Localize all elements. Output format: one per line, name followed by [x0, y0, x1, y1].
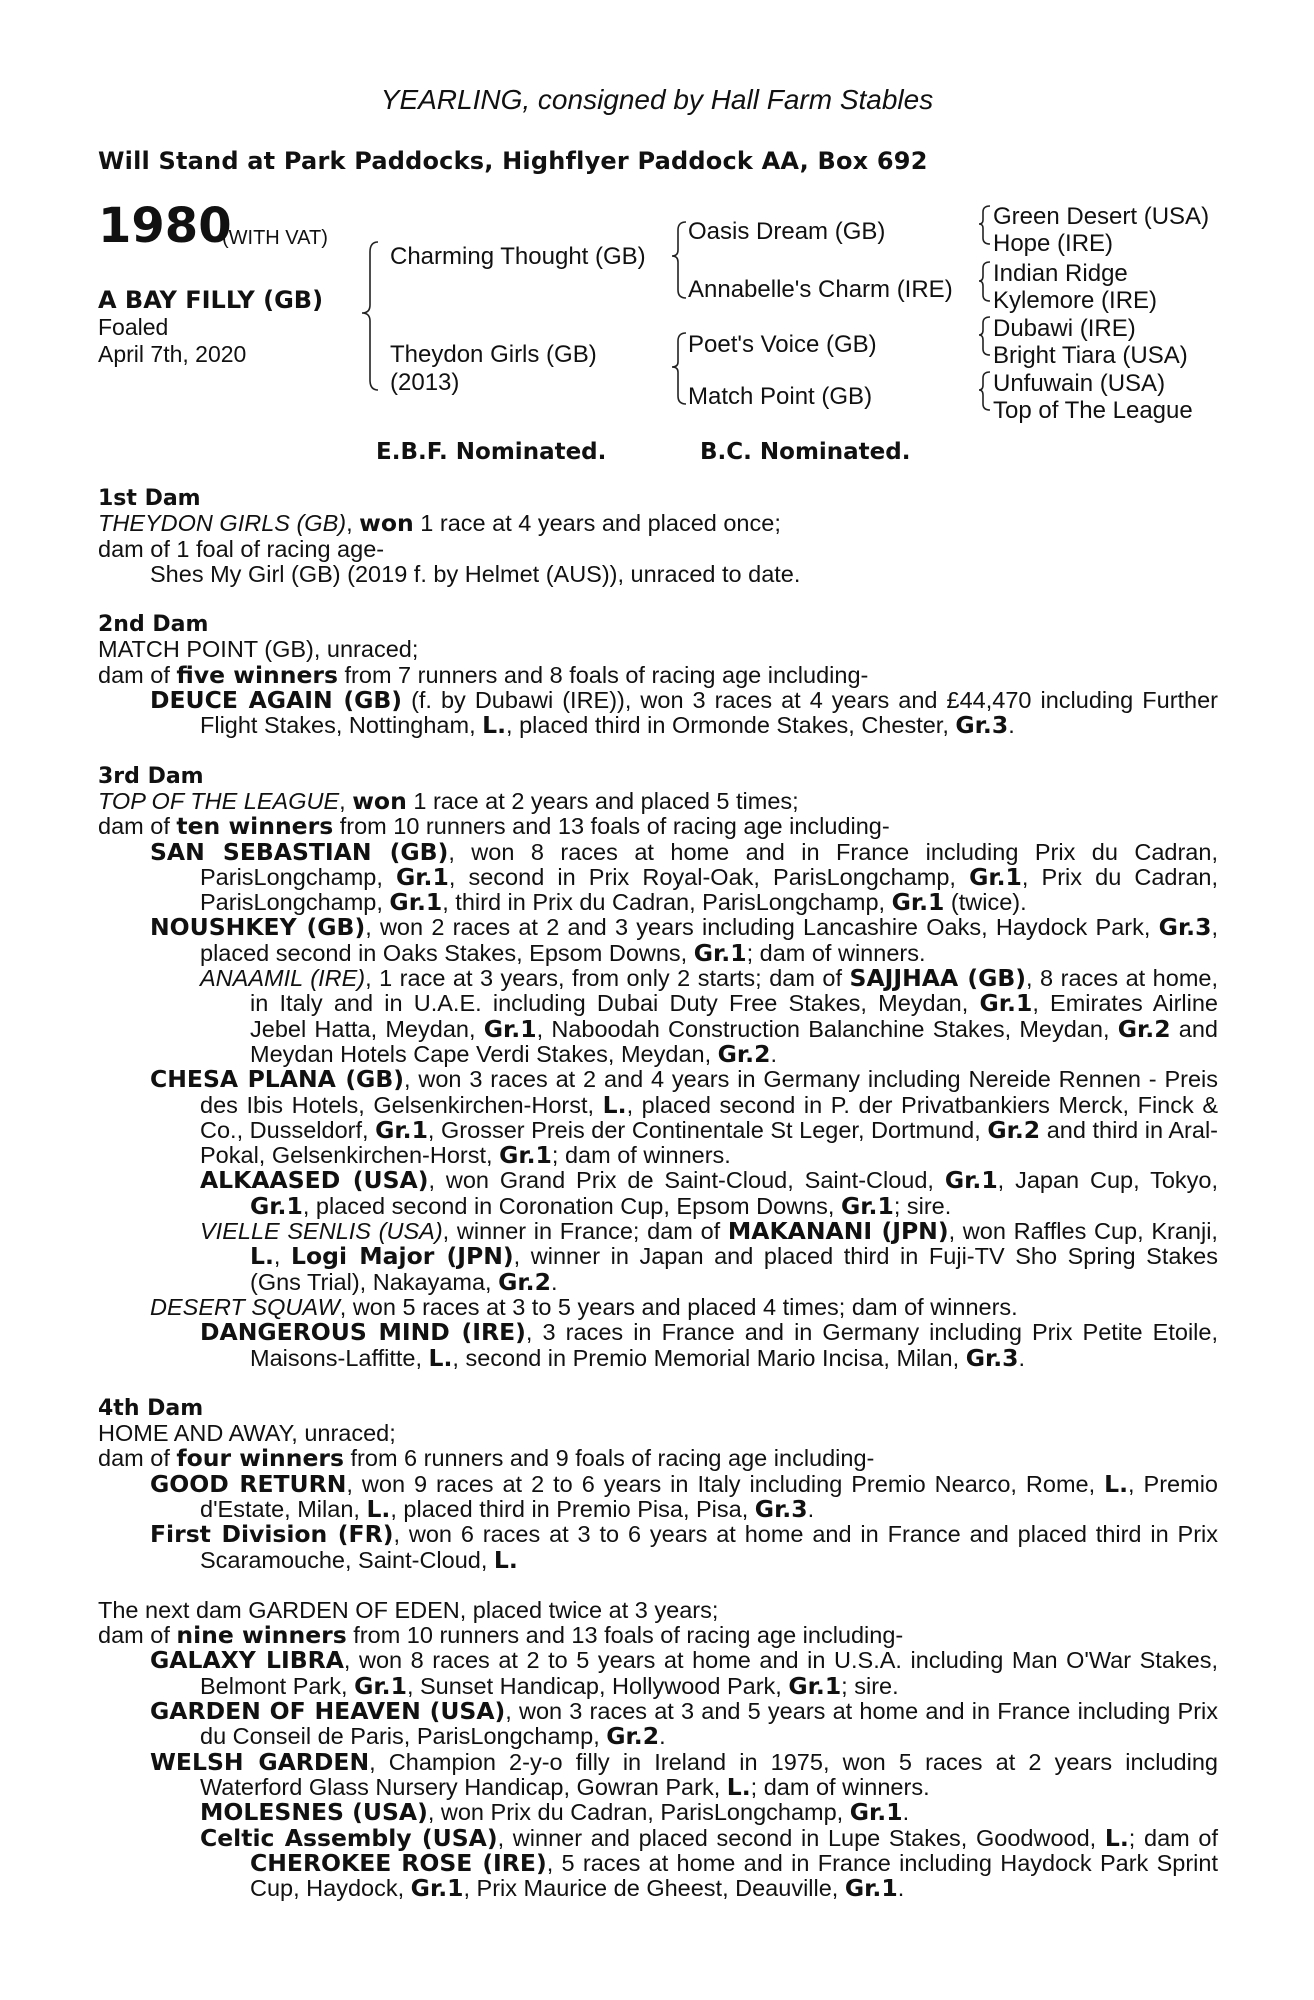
ggp-4: Kylemore (IRE)	[993, 287, 1158, 314]
progeny-san-sebastian: SAN SEBASTIAN (GB), won 8 races at home and in France including Prix du Cadran, ParisLongchamp, Gr.1, second in Prix Royal-Oak, ParisLongchamp, Gr.1, Prix du Cadran, ParisLongchamp, Gr.1, third in Prix du Cadran, ParisLongchamp, Gr.1 (twice).	[150, 837, 1218, 917]
ggp-2: Hope (IRE)	[993, 230, 1114, 257]
bracket-dam	[672, 333, 686, 404]
stand-location: Will Stand at Park Paddocks, Highflyer Paddock AA, Box 692	[98, 147, 928, 175]
dam3-line1: TOP OF THE LEAGUE, won 1 race at 2 years and placed 5 times;	[98, 786, 799, 815]
dam4-line1: HOME AND AWAY, unraced;	[98, 1420, 396, 1447]
ggp-6: Bright Tiara (USA)	[993, 342, 1188, 369]
vat-note: (WITH VAT)	[222, 227, 328, 249]
bracket-ggp-3	[979, 317, 990, 355]
ggp-3: Indian Ridge	[993, 260, 1128, 287]
bracket-main	[362, 242, 378, 390]
next-dam-line2: dam of nine winners from 10 runners and 13 foals of racing age including-	[98, 1621, 904, 1650]
progeny-vielle-senlis: VIELLE SENLIS (USA), winner in France; dam of MAKANANI (JPN), won Raffles Cup, Kranji, L., Logi Major (JPN), winner in Japan and placed third in Fuji-TV Sho Spring Stakes (Gns Trial), Nakayama, Gr.2.	[200, 1217, 1218, 1296]
ggp-5: Dubawi (IRE)	[993, 315, 1136, 342]
bracket-sire	[672, 222, 686, 298]
ggp-7: Unfuwain (USA)	[993, 370, 1166, 397]
next-dam-line1: The next dam GARDEN OF EDEN, placed twice at 3 years;	[98, 1596, 719, 1623]
sire-name: Charming Thought (GB)	[390, 243, 646, 270]
dam4-line2: dam of four winners from 6 runners and 9 foals of racing age including-	[98, 1444, 875, 1473]
lot-number: 1980	[98, 198, 232, 254]
lot-description: A BAY FILLY (GB)	[98, 286, 324, 314]
progeny-garden-of-heaven: GARDEN OF HEAVEN (USA), won 3 races at 3 and 5 years at home and in France including Prix du Conseil de Paris, ParisLongchamp, Gr.2.	[150, 1697, 1218, 1751]
dam2-heading: 2nd Dam	[98, 612, 209, 638]
progeny-desert-squaw: DESERT SQUAW, won 5 races at 3 to 5 years and placed 4 times; dam of winners.	[150, 1293, 1018, 1320]
dam1-line2: dam of 1 foal of racing age-	[98, 535, 385, 562]
progeny-dangerous-mind: DANGEROUS MIND (IRE), 3 races in France and in Germany including Prix Petite Etoile, Maisons-Laffitte, L., second in Premio Memorial Mario Incisa, Milan, Gr.3.	[200, 1318, 1218, 1372]
progeny-first-division: First Division (FR), won 6 races at 3 to 6 years at home and in France and placed third in Prix Scaramouche, Saint-Cloud, L.	[150, 1520, 1218, 1574]
dam-year: (2013)	[390, 369, 460, 396]
bracket-ggp-2	[979, 262, 990, 301]
dam1-line1: THEYDON GIRLS (GB), won 1 race at 4 years and placed once;	[98, 509, 781, 538]
sire-sire: Oasis Dream (GB)	[688, 218, 886, 245]
dam-sire: Poet's Voice (GB)	[688, 331, 877, 358]
progeny-anaamil: ANAAMIL (IRE), 1 race at 3 years, from only 2 starts; dam of SAJJHAA (GB), 8 races at home, in Italy and in U.A.E. including Dubai Duty Free Stakes, Meydan, Gr.1, Emirates Airline Jebel Hatta, Meydan, Gr.1, Naboodah Construction Balanchine Stakes, Meydan, Gr.2 and Meydan Hotels Cape Verdi Stakes, Meydan, Gr.2.	[200, 964, 1218, 1068]
progeny-molesnes: MOLESNES (USA), won Prix du Cadran, ParisLongchamp, Gr.1.	[200, 1798, 910, 1827]
progeny-welsh-garden: WELSH GARDEN, Champion 2-y-o filly in Ireland in 1975, won 5 races at 2 years including Waterford Glass Nursery Handicap, Gowran Park, L.; dam of winners.	[150, 1747, 1218, 1801]
dam3-line2: dam of ten winners from 10 runners and 13 foals of racing age including-	[98, 812, 890, 841]
progeny-galaxy-libra: GALAXY LIBRA, won 8 races at 2 to 5 years at home and in U.S.A. including Man O'War Stakes, Belmont Park, Gr.1, Sunset Handicap, Hollywood Park, Gr.1; sire.	[150, 1646, 1218, 1700]
progeny-alkaased: ALKAASED (USA), won Grand Prix de Saint-Cloud, Saint-Cloud, Gr.1, Japan Cup, Tokyo, Gr.1, placed second in Coronation Cup, Epsom Downs, Gr.1; sire.	[200, 1166, 1219, 1220]
dam-name: Theydon Girls (GB)	[390, 341, 597, 368]
ebf-nominated: E.B.F. Nominated.	[376, 439, 607, 465]
progeny-celtic-assembly: Celtic Assembly (USA), winner and placed second in Lupe Stakes, Goodwood, L.; dam of CHEROKEE ROSE (IRE), 5 races at home and in France including Haydock Park Sprint Cup, Haydock, Gr.1, Prix Maurice de Gheest, Deauville, Gr.1.	[200, 1823, 1218, 1903]
catalogue-body	[98, 486, 1218, 1901]
dam3-heading: 3rd Dam	[98, 763, 204, 789]
sire-dam: Annabelle's Charm (IRE)	[688, 276, 953, 303]
bc-nominated: B.C. Nominated.	[700, 439, 911, 465]
progeny-good-return: GOOD RETURN, won 9 races at 2 to 6 years in Italy including Premio Nearco, Rome, L., Premio d'Estate, Milan, L., placed third in Premio Pisa, Pisa, Gr.3.	[150, 1469, 1218, 1523]
foaled-date: April 7th, 2020	[98, 341, 247, 367]
dam4-heading: 4th Dam	[98, 1395, 204, 1421]
dam1-heading: 1st Dam	[98, 486, 201, 511]
dam-dam: Match Point (GB)	[688, 383, 873, 410]
ggp-8: Top of The League	[993, 397, 1193, 424]
progeny-deuce-again: DEUCE AGAIN (GB) (f. by Dubawi (IRE)), won 3 races at 4 years and £44,470 including Further Flight Stakes, Nottingham, L., placed third in Ormonde Stakes, Chester, Gr.3.	[150, 686, 1219, 740]
bracket-ggp-4	[979, 372, 990, 410]
dam2-line1: MATCH POINT (GB), unraced;	[98, 636, 419, 663]
dam2-line2: dam of five winners from 7 runners and 8 foals of racing age including-	[98, 660, 869, 689]
foaled-label: Foaled	[98, 314, 169, 340]
page-title: YEARLING, consigned by Hall Farm Stables	[380, 84, 934, 115]
dam1-progeny: Shes My Girl (GB) (2019 f. by Helmet (AUS)), unraced to date.	[150, 560, 801, 587]
progeny-noushkey: NOUSHKEY (GB), won 2 races at 2 and 3 years including Lancashire Oaks, Haydock Park, Gr.3, placed second in Oaks Stakes, Epsom Downs, Gr.1; dam of winners.	[150, 913, 1218, 967]
ggp-1: Green Desert (USA)	[993, 203, 1210, 230]
progeny-chesa-plana: CHESA PLANA (GB), won 3 races at 2 and 4 years in Germany including Nereide Rennen - Preis des Ibis Hotels, Gelsenkirchen-Horst, L., placed second in P. der Privatbankiers Merck, Finck & Co., Dusseldorf, Gr.1, Grosser Preis der Continentale St Leger, Dortmund, Gr.2 and third in Aral-Pokal, Gelsenkirchen-Horst, Gr.1; dam of winners.	[150, 1065, 1219, 1170]
bracket-ggp-1	[979, 206, 990, 244]
